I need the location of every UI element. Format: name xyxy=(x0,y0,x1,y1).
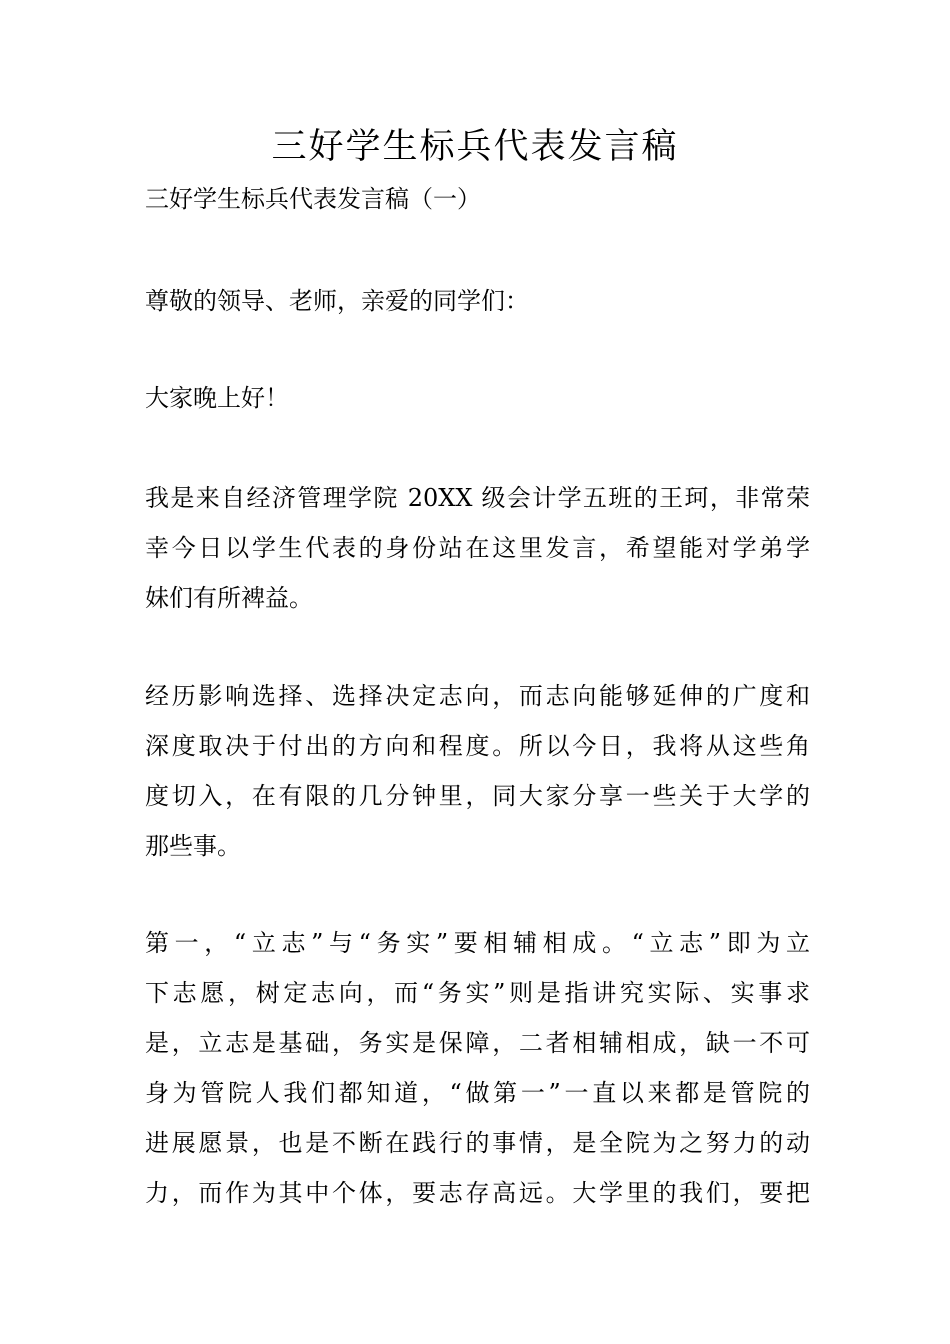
paragraph-line: 身为管院人我们都知道，“做第一”一直以来都是管院的 xyxy=(145,1079,810,1107)
salutation-line: 大家晚上好！ xyxy=(145,384,289,412)
greeting-line: 尊敬的领导、老师，亲爱的同学们： xyxy=(145,287,529,315)
paragraph-line: 第一，“立志”与“务实”要相辅相成。“立志”即为立 xyxy=(145,929,810,957)
salutation-paragraph xyxy=(145,373,810,423)
body-paragraph-2 xyxy=(145,671,810,871)
paragraph-line: 妹们有所裨益。 xyxy=(145,584,313,612)
paragraph-line: 那些事。 xyxy=(145,832,241,860)
body-paragraph-3 xyxy=(145,918,810,1218)
paragraph-line: 进展愿景，也是不断在践行的事情，是全院为之努力的动 xyxy=(145,1129,810,1157)
document-subtitle: 三好学生标兵代表发言稿（一） xyxy=(145,185,481,213)
paragraph-line: 我是来自经济管理学院 20XX 级会计学五班的王珂，非常荣 xyxy=(145,484,810,512)
paragraph-line: 力，而作为其中个体，要志存高远。大学里的我们，要把 xyxy=(145,1179,810,1207)
body-paragraph-1 xyxy=(145,473,810,623)
document-title: 三好学生标兵代表发言稿 xyxy=(271,127,679,167)
paragraph-line: 下志愿，树定志向，而“务实”则是指讲究实际、实事求 xyxy=(145,979,810,1007)
greeting-paragraph xyxy=(145,276,810,326)
paragraph-line: 度切入，在有限的几分钟里，同大家分享一些关于大学的 xyxy=(145,782,810,810)
paragraph-line: 经历影响选择、选择决定志向，而志向能够延伸的广度和 xyxy=(145,682,810,710)
paragraph-line: 幸今日以学生代表的身份站在这里发言，希望能对学弟学 xyxy=(145,534,810,562)
paragraph-line: 是，立志是基础，务实是保障，二者相辅相成，缺一不可 xyxy=(145,1029,810,1057)
paragraph-line: 深度取决于付出的方向和程度。所以今日，我将从这些角 xyxy=(145,732,810,760)
